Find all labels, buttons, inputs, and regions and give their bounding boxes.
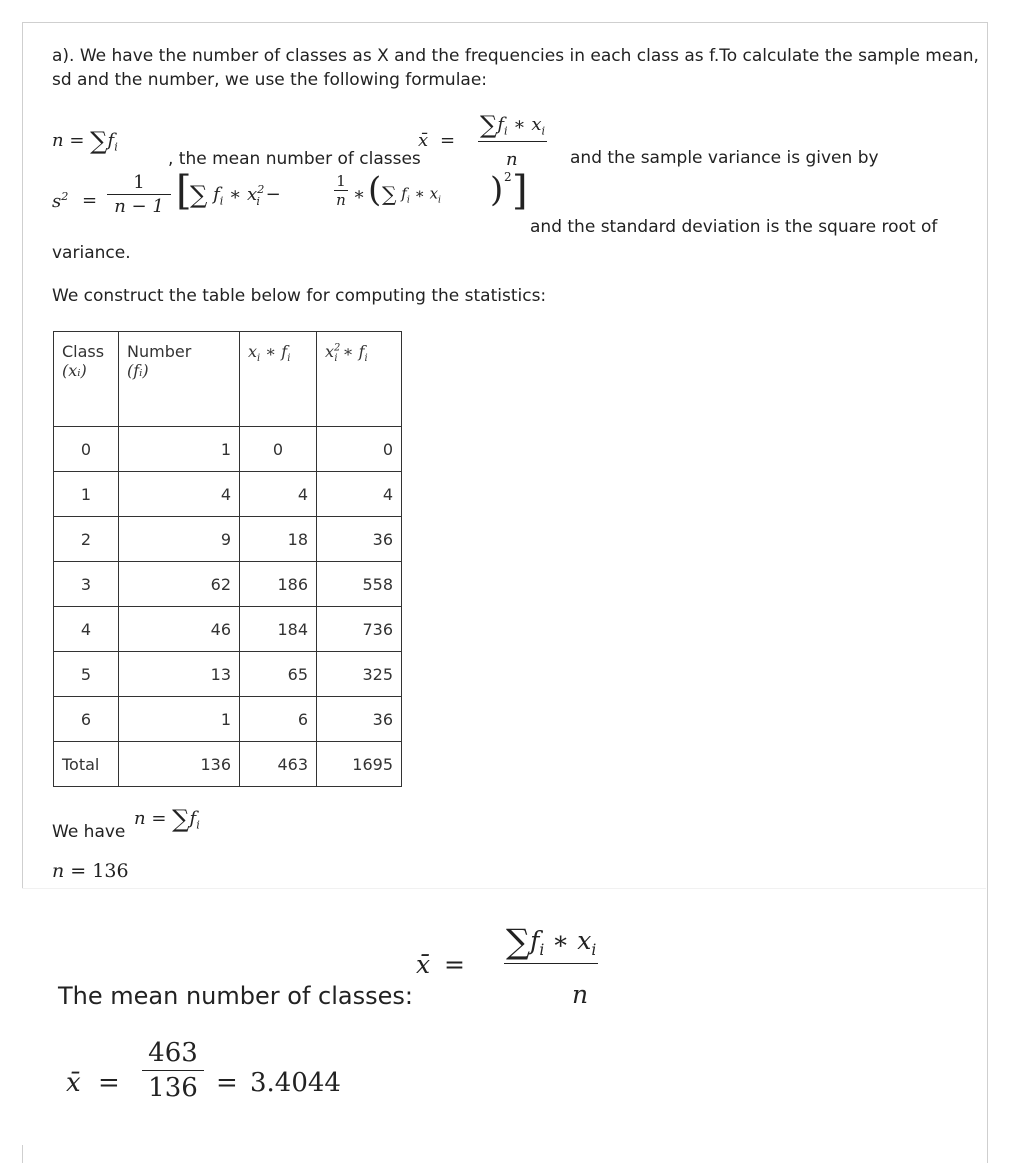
cell-number: 9	[119, 517, 240, 562]
cell-xf: 18	[240, 517, 317, 562]
sd-label: and the standard deviation is the square root of	[530, 217, 938, 237]
mean-calculation: x̄ = $\frac{463}{136}$ = 3.4044	[66, 1038, 341, 1103]
cell-xf: 65	[240, 652, 317, 697]
table-row	[54, 562, 402, 607]
header-x2f: $x^2_i$ ∗ $f_i$	[317, 332, 402, 427]
cell-number: 1	[119, 697, 240, 742]
cell-number: 1	[119, 427, 240, 472]
cell-class: 3	[54, 562, 119, 607]
table-intro: We construct the table below for computing the statistics:	[52, 286, 547, 306]
cell-x2f: 36	[317, 517, 402, 562]
table-row	[54, 697, 402, 742]
n-value-line: n = 136	[52, 860, 129, 882]
cell-number: 46	[119, 607, 240, 652]
n-formula: $n = \sum f_i$	[52, 126, 118, 155]
cell-x2f: 325	[317, 652, 402, 697]
mean-denominator: 136	[148, 1073, 198, 1103]
intro-paragraph: a). We have the number of classes as X and the frequencies in each class as f.To calculate the sample mean, sd and the number, we use the following formulae:	[52, 46, 979, 90]
cell-x2f: 558	[317, 562, 402, 607]
cell-number: 4	[119, 472, 240, 517]
table-row	[54, 517, 402, 562]
table-row	[54, 472, 402, 517]
variance-label: and the sample variance is given by	[570, 148, 879, 168]
cell-xf: 463	[240, 742, 317, 787]
we-have-label: We have	[52, 822, 126, 842]
mean-heading: The mean number of classes:	[58, 982, 413, 1010]
statistics-table	[53, 331, 402, 787]
cell-x2f: 36	[317, 697, 402, 742]
cell-number: 136	[119, 742, 240, 787]
mean-label: , the mean number of classes	[168, 149, 421, 169]
cell-class: 2	[54, 517, 119, 562]
cell-x2f: 736	[317, 607, 402, 652]
n-sum-formula: $n = \sum f_i$	[134, 804, 200, 833]
cell-x2f: 0	[317, 427, 402, 472]
cell-class: 5	[54, 652, 119, 697]
cell-number: 62	[119, 562, 240, 607]
table-row	[54, 652, 402, 697]
xbar-formula-large: x̄ = $\sum f_i$ ∗ $x_i$ n	[416, 922, 597, 1009]
cell-class: 4	[54, 607, 119, 652]
cell-total-label: Total	[54, 742, 119, 787]
table-row	[54, 427, 402, 472]
cell-class: 0	[54, 427, 119, 472]
cell-xf: 6	[240, 697, 317, 742]
mean-numerator: 463	[142, 1038, 204, 1071]
cell-xf: 4	[240, 472, 317, 517]
mean-result: 3.4044	[250, 1068, 341, 1098]
header-number: Number (fᵢ)	[119, 332, 240, 427]
table-row	[54, 607, 402, 652]
cell-x2f: 4	[317, 472, 402, 517]
cell-xf: 184	[240, 607, 317, 652]
header-xf: $x_i$ ∗ $f_i$	[240, 332, 317, 427]
table-total-row	[54, 742, 402, 787]
variance-word: variance.	[52, 243, 131, 263]
cell-xf: 186	[240, 562, 317, 607]
cell-x2f: 1695	[317, 742, 402, 787]
table-header-row	[54, 332, 402, 427]
cell-xf: 0	[240, 427, 317, 472]
variance-formula: $s^2$ = 1 n − 1 [ ∑ $f_i$ ∗ $x^2_i$ − 1 n ∗ ( ∑ $f_i$ ∗ $x_i$ ) 2 ]	[52, 168, 528, 217]
cell-number: 13	[119, 652, 240, 697]
header-class: Class (xᵢ)	[54, 332, 119, 427]
cell-class: 6	[54, 697, 119, 742]
cell-class: 1	[54, 472, 119, 517]
